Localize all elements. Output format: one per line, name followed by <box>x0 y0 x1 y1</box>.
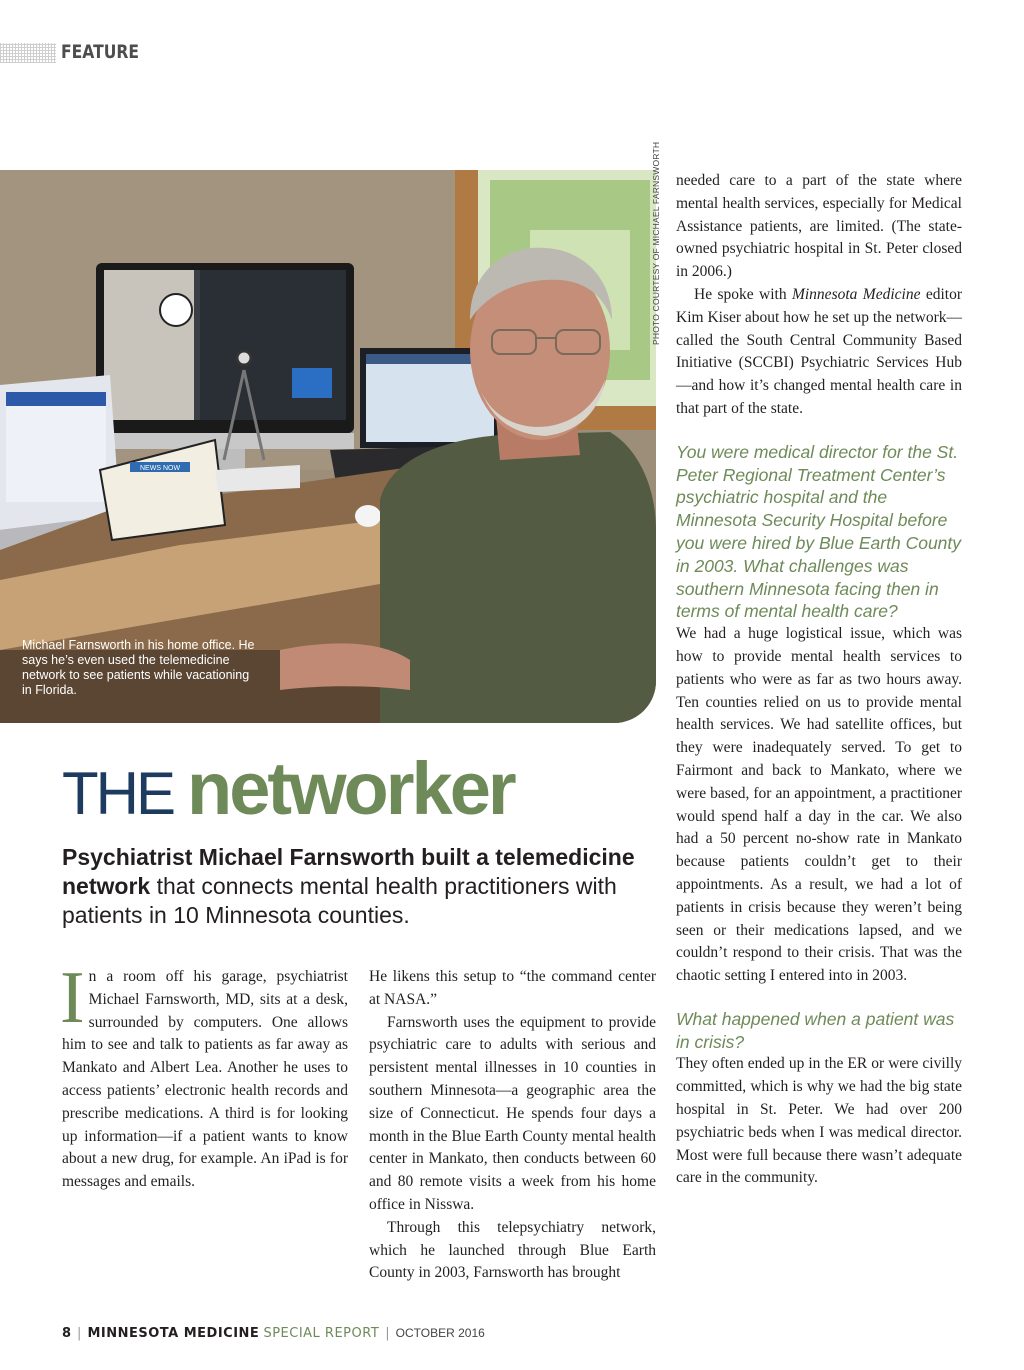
col2-paragraph-2: Farnsworth uses the equipment to provide psychiatric care to adults with serious and persistent mental illnesses in 10 counties in southern Minnesota—a geographic area the size of Connecticut. He spends four days a month in the Blue Earth County mental health center in Mankato, then conducts between 60 and 80 remote visits a week from his home office in Nisswa. <box>369 1013 656 1213</box>
publication-name: MINNESOTA MEDICINE <box>87 1326 260 1341</box>
col3-p2-a: He spoke with <box>694 285 792 303</box>
drop-cap: I <box>60 957 85 1039</box>
svg-text:NEWS NOW: NEWS NOW <box>140 465 181 472</box>
page-number: 8 <box>62 1326 72 1341</box>
special-report: SPECIAL REPORT <box>263 1326 380 1341</box>
photo-caption: Michael Farnsworth in his home office. He says he’s even used the telemedicine network to see patients while vacationing in Florida. <box>22 638 255 697</box>
answer-1: We had a huge logistical issue, which was how to provide mental health services to patients who were as far as two hours away. Ten counties relied on us to provide mental health services. We had satellite offices, but they were inadequately served. To get to Fairmont and back to Mankato, where we were based, for an appointment, a practitioner would spend half a day in the car. We also had a 50 percent no-show rate in Mankato because patients couldn’t get to their appointments. As a result, we had a lot of patients in crisis because they weren’t being seen or their medications lapsed, and we couldn’t respond to their crisis. That was the chaotic setting I entered into in 2003. <box>676 625 962 985</box>
column-3 <box>676 170 962 1190</box>
col3-p2-italic: Minnesota Medicine <box>791 285 921 303</box>
feature-pattern <box>0 43 56 63</box>
question-2: What happened when a patient was in crisis? <box>676 1008 955 1052</box>
photo-credit: PHOTO COURTESY OF MICHAEL FARNSWORTH <box>651 141 661 345</box>
col3-paragraph-1: needed care to a part of the state where mental health services, especially for Medical Assistance patients, are limited. (The state-owned psychiatric hospital in St. Peter closed in 2006.) <box>676 172 962 281</box>
column-1 <box>60 957 348 1194</box>
col2-paragraph-3: Through this telepsychiatry network, which he launched through Blue Earth County in 2003, Farnsworth has brought <box>369 1218 656 1282</box>
deck <box>62 843 642 930</box>
deck-rest: that connects mental health practitioners with patients in 10 Minnesota counties. <box>62 873 617 928</box>
answer-2: They often ended up in the ER or were civilly committed, which is why we had the big state hospital in St. Peter. We had over 200 psychiatric beds when I was medical director. Most were full because there wasn’t adequate care in the community. <box>676 1055 962 1187</box>
headline-main: networker <box>187 747 514 830</box>
headline-the: THE <box>62 760 173 827</box>
issue-date: OCTOBER 2016 <box>395 1326 485 1340</box>
headline <box>62 747 514 830</box>
column-2 <box>369 966 656 1285</box>
page-footer: 8 | MINNESOTA MEDICINE SPECIAL REPORT | OCTOBER 2016 <box>62 1326 485 1341</box>
question-1: You were medical director for the St. Peter Regional Treatment Center’s psychiatric hospital and the Minnesota Security Hospital before you were hired by Blue Earth County in 2003. What challenges was southern Minnesota facing then in terms of mental health care? <box>676 441 962 622</box>
col3-paragraph-2 <box>676 284 962 421</box>
col2-paragraph-1: He likens this setup to “the command center at NASA.” <box>369 968 656 1008</box>
section-label: FEATURE <box>61 41 140 63</box>
col1-paragraph: n a room off his garage, psychiatrist Michael Farnsworth, MD, sits at a desk, surrounded by computers. One allows him to see and talk to patients as far away as Mankato and Albert Lea. Another he uses to access patients’ electronic health records and prescribe medications. A third is for looking up information—if a patient wants to know about a new drug, for example. An iPad is for messages and emails. <box>62 968 348 1191</box>
col3-p2-b: editor Kim Kiser about how he set up the network—called the South Central Community Based Initiative (SCCBI) Psychiatric Services Hub—and how it’s changed mental health care in that part of the state. <box>676 285 963 417</box>
deck-bold: Psychiatrist Michael Farnsworth built a telemedicine network <box>62 844 635 899</box>
